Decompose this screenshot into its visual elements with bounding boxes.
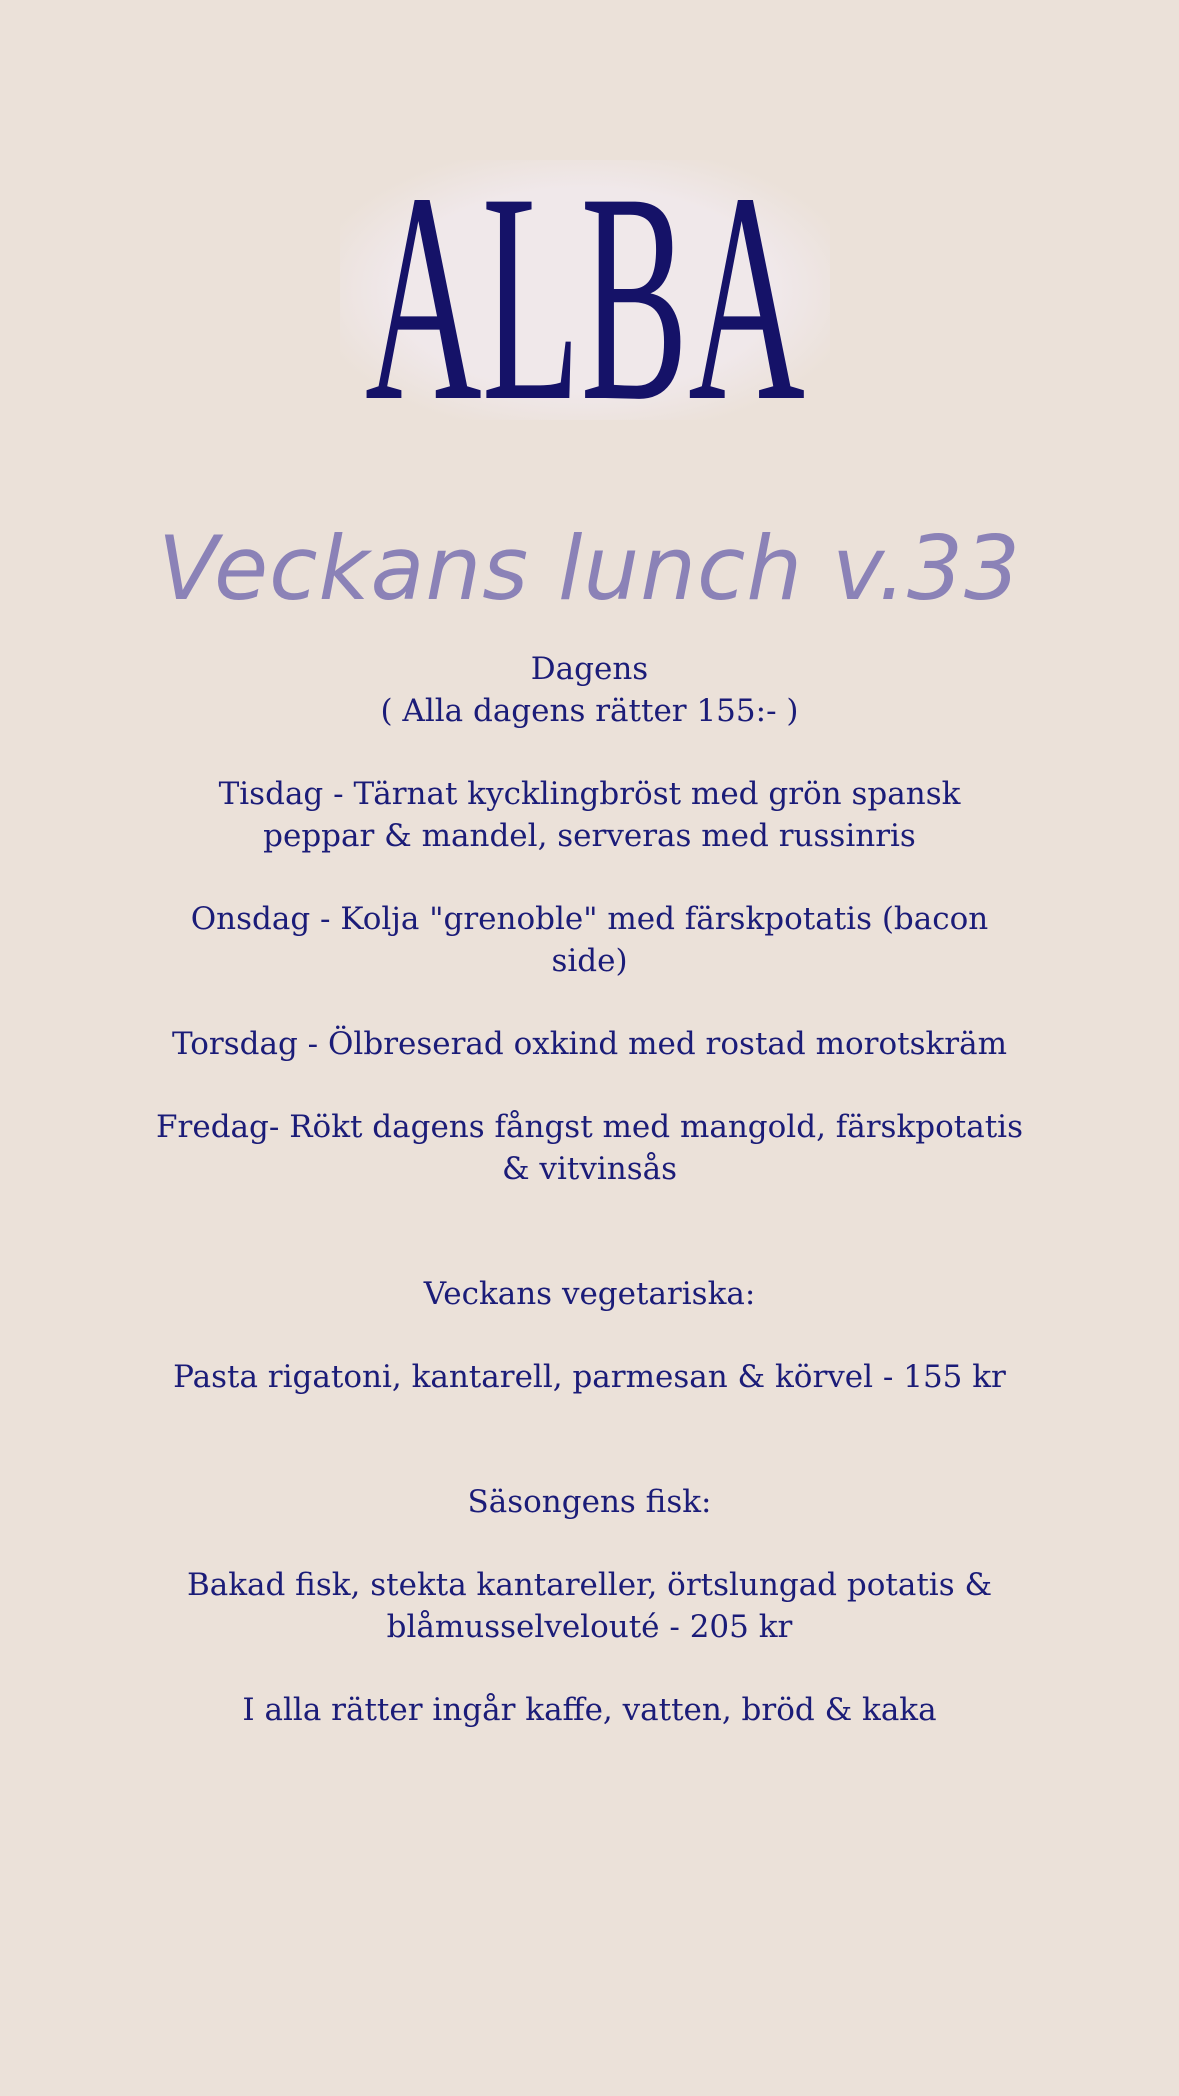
footer-note: I alla rätter ingår kaffe, vatten, bröd & kaka [242,1692,937,1728]
vegetarian-dish: Pasta rigatoni, kantarell, parmesan & körvel - 155 kr [173,1359,1006,1395]
dagens-price-note: ( Alla dagens rätter 155:- ) [380,693,799,729]
fish-heading: Säsongens fisk: [467,1484,712,1520]
dagens-heading: Dagens [530,651,649,687]
dagens-section [140,648,1039,1190]
menu-item-tisdag: Tisdag - Tärnat kycklingbröst med grön spansk [218,776,961,812]
page-title: Veckans lunch v.33 [157,516,1022,620]
menu-item-tisdag-cont: peppar & mandel, serveras med russinris [263,818,916,854]
menu-item-onsdag-cont: side) [551,943,628,979]
lunch-menu [140,648,1039,1731]
fish-dish: Bakad fisk, stekta kantareller, örtslungad potatis & [186,1567,993,1603]
menu-item-fredag-cont: & vitvinsås [501,1151,678,1187]
menu-item-fredag: Fredag- Rökt dagens fångst med mangold, färskpotatis [156,1109,1023,1145]
fish-section [140,1481,1039,1648]
vegetarian-section [140,1273,1039,1398]
alba-logo [340,131,830,463]
logo-text: ALBA [365,131,805,463]
vegetarian-heading: Veckans vegetariska: [423,1276,756,1312]
logo-area [340,131,830,463]
fish-dish-cont: blåmusselvelouté - 205 kr [386,1609,793,1645]
menu-item-torsdag: Torsdag - Ölbreserad oxkind med rostad morotskräm [172,1026,1007,1062]
menu-item-onsdag: Onsdag - Kolja "grenoble" med färskpotatis (bacon [190,901,989,937]
